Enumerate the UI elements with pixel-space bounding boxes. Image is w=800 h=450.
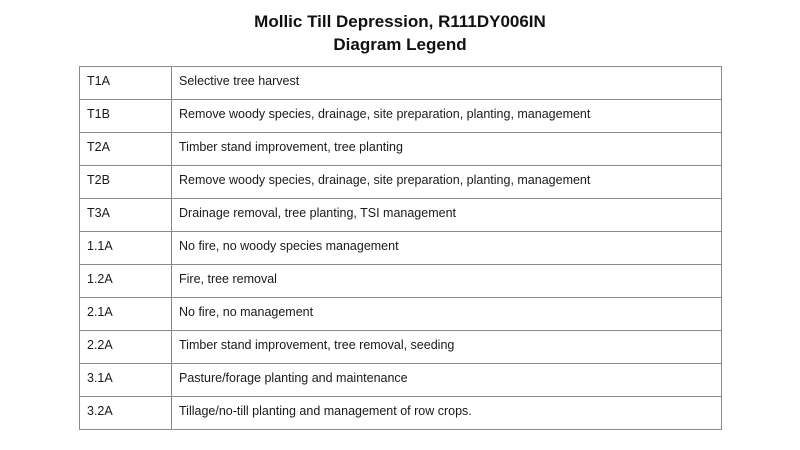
legend-code: 1.1A xyxy=(87,239,113,253)
table-row xyxy=(80,265,722,298)
legend-description-cell xyxy=(172,298,722,331)
legend-code: T3A xyxy=(87,206,110,220)
legend-description: No fire, no woody species management xyxy=(179,239,399,253)
legend-code-cell xyxy=(80,298,172,331)
legend-code: 3.2A xyxy=(87,404,113,418)
legend-description: Drainage removal, tree planting, TSI management xyxy=(179,206,457,220)
legend-code-cell xyxy=(80,397,172,430)
table-row xyxy=(80,331,722,364)
legend-description: Remove woody species, drainage, site preparation, planting, management xyxy=(179,107,591,121)
legend-description-cell xyxy=(172,265,722,298)
legend-code-cell xyxy=(80,331,172,364)
legend-description-cell xyxy=(172,133,722,166)
legend-description: Remove woody species, drainage, site preparation, planting, management xyxy=(179,173,591,187)
legend-description-cell xyxy=(172,199,722,232)
table-row xyxy=(80,133,722,166)
table-row xyxy=(80,67,722,100)
table-row xyxy=(80,232,722,265)
legend-description-cell xyxy=(172,67,722,100)
legend-code: T2A xyxy=(87,140,110,154)
legend-description-cell xyxy=(172,364,722,397)
legend-description: Timber stand improvement, tree removal, seeding xyxy=(179,338,455,352)
page-title: Mollic Till Depression, R111DY006IN xyxy=(254,12,546,31)
legend-code-cell xyxy=(80,232,172,265)
legend-description-cell xyxy=(172,331,722,364)
legend-description: Selective tree harvest xyxy=(179,74,300,88)
page-subtitle: Diagram Legend xyxy=(333,35,467,54)
legend-code: 1.2A xyxy=(87,272,113,286)
table-row xyxy=(80,166,722,199)
legend-description: Pasture/forage planting and maintenance xyxy=(179,371,408,385)
legend-description-cell xyxy=(172,166,722,199)
table-row xyxy=(80,397,722,430)
legend-description-cell xyxy=(172,232,722,265)
table-row xyxy=(80,199,722,232)
legend-code-cell xyxy=(80,133,172,166)
table-row xyxy=(80,364,722,397)
legend-description: Fire, tree removal xyxy=(179,272,277,286)
legend-code: 3.1A xyxy=(87,371,113,385)
legend-code-cell xyxy=(80,364,172,397)
legend-code: 2.2A xyxy=(87,338,113,352)
legend-code: T1A xyxy=(87,74,110,88)
legend-code-cell xyxy=(80,67,172,100)
table-row xyxy=(80,100,722,133)
table-row xyxy=(80,298,722,331)
legend-code-cell xyxy=(80,100,172,133)
title-block xyxy=(0,10,800,56)
legend-code-cell xyxy=(80,166,172,199)
legend-table xyxy=(79,66,722,430)
legend-code: T2B xyxy=(87,173,110,187)
legend-description: Timber stand improvement, tree planting xyxy=(179,140,403,154)
legend-description-cell xyxy=(172,100,722,133)
legend-code-cell xyxy=(80,199,172,232)
legend-code-cell xyxy=(80,265,172,298)
legend-description: No fire, no management xyxy=(179,305,314,319)
legend-code: 2.1A xyxy=(87,305,113,319)
legend-description: Tillage/no-till planting and management of row crops. xyxy=(179,404,472,418)
legend-code: T1B xyxy=(87,107,110,121)
legend-description-cell xyxy=(172,397,722,430)
